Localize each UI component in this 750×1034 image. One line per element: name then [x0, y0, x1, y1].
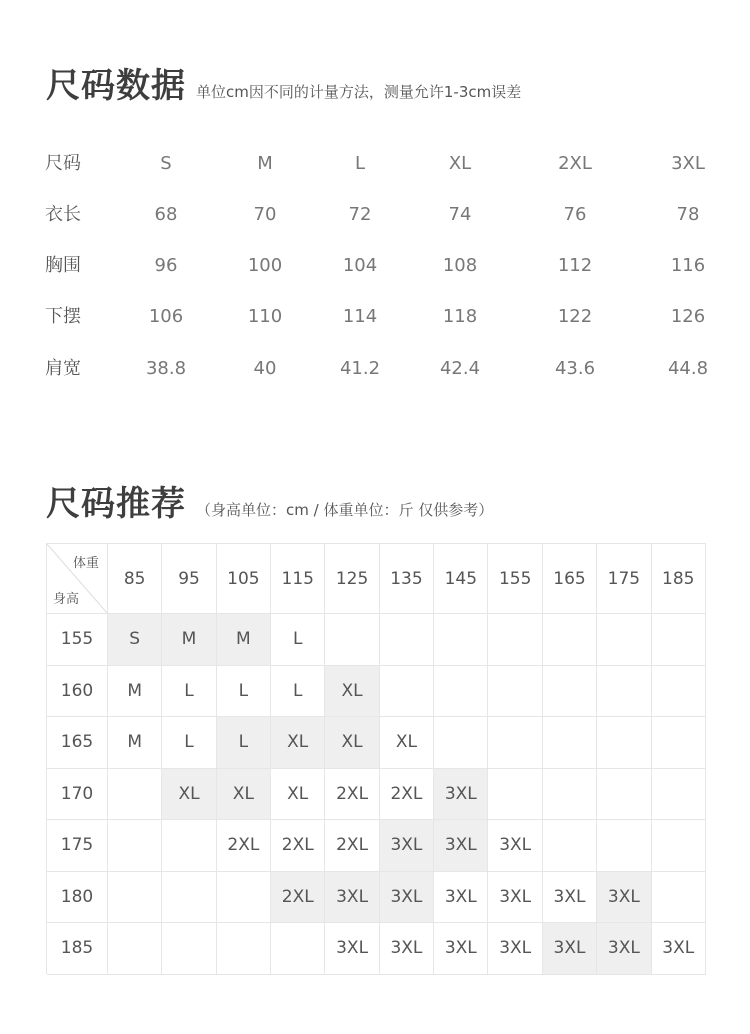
- size-data-cell: L: [354, 153, 366, 174]
- weight-header-cell: 165: [543, 544, 597, 614]
- size-recommend-cell: XL: [162, 769, 216, 821]
- size-recommend-cell: 3XL: [380, 923, 434, 975]
- size-data-cell: 118: [442, 306, 478, 327]
- size-recommend-cell: 3XL: [380, 872, 434, 924]
- size-data-cell: 108: [442, 255, 478, 276]
- size-data-cell: 3XL: [671, 153, 705, 174]
- height-header-cell: 180: [47, 872, 108, 924]
- size-recommend-cell: L: [271, 614, 325, 666]
- size-recommend-cell: 2XL: [271, 872, 325, 924]
- size-data-cell: 122: [557, 306, 593, 327]
- size-recommend-cell: M: [108, 666, 162, 718]
- size-recommend-cell: [162, 923, 216, 975]
- weight-header-cell: 135: [380, 544, 434, 614]
- height-header-cell: 165: [47, 717, 108, 769]
- size-recommend-cell: 3XL: [434, 872, 488, 924]
- size-data-cell: 2XL: [558, 153, 592, 174]
- size-recommend-cell: [488, 614, 542, 666]
- size-recommend-cell: XL: [325, 717, 379, 769]
- size-recommend-cell: L: [217, 717, 271, 769]
- weight-header-cell: 145: [434, 544, 488, 614]
- size-data-cell: 114: [342, 306, 378, 327]
- size-recommend-cell: [108, 923, 162, 975]
- size-recommend-cell: [108, 769, 162, 821]
- size-data-cell: M: [257, 153, 273, 174]
- size-data-cell: 68: [154, 204, 178, 225]
- size-recommend-cell: [488, 769, 542, 821]
- size-recommend-cell: XL: [325, 666, 379, 718]
- size-recommend-cell: [162, 872, 216, 924]
- size-recommend-cell: 3XL: [434, 769, 488, 821]
- size-recommend-cell: [217, 923, 271, 975]
- size-recommend-cell: S: [108, 614, 162, 666]
- size-data-cell: 44.8: [667, 358, 709, 379]
- size-data-cell: 76: [563, 204, 587, 225]
- size-data-cell: 116: [670, 255, 706, 276]
- size-data-cell: 78: [676, 204, 700, 225]
- size-recommend-cell: 3XL: [434, 923, 488, 975]
- size-recommend-cell: [325, 614, 379, 666]
- size-data-row-label: 肩宽: [45, 358, 81, 379]
- size-recommend-cell: [434, 614, 488, 666]
- height-header-cell: 160: [47, 666, 108, 718]
- size-recommend-cell: XL: [217, 769, 271, 821]
- size-recommend-cell: [488, 717, 542, 769]
- size-data-cell: XL: [448, 153, 472, 174]
- weight-header-cell: 85: [108, 544, 162, 614]
- size-recommend-cell: L: [217, 666, 271, 718]
- size-recommend-cell: [597, 820, 651, 872]
- size-recommend-cell: [434, 717, 488, 769]
- size-recommend-cell: [108, 820, 162, 872]
- size-recommend-cell: [108, 872, 162, 924]
- size-recommend-cell: 2XL: [271, 820, 325, 872]
- size-recommend-cell: 2XL: [380, 769, 434, 821]
- size-recommend-cell: [652, 666, 706, 718]
- height-row: [47, 769, 706, 821]
- size-recommend-cell: [380, 614, 434, 666]
- size-data-cell: 112: [557, 255, 593, 276]
- height-row: [47, 923, 706, 975]
- size-recommend-cell: 3XL: [325, 923, 379, 975]
- weight-axis-label: 体重: [72, 556, 99, 571]
- height-header-cell: 185: [47, 923, 108, 975]
- size-recommend-cell: [543, 717, 597, 769]
- size-data-cell: 104: [342, 255, 378, 276]
- size-recommend-cell: XL: [380, 717, 434, 769]
- size-recommend-cell: [162, 820, 216, 872]
- size-data-cell: 40: [253, 358, 277, 379]
- size-data-row: [0, 251, 750, 281]
- size-recommend-cell: [543, 769, 597, 821]
- size-data-cell: 42.4: [439, 358, 481, 379]
- size-recommend-cell: [597, 614, 651, 666]
- size-recommend-cell: XL: [271, 717, 325, 769]
- size-recommend-cell: 2XL: [325, 820, 379, 872]
- size-recommend-cell: 3XL: [380, 820, 434, 872]
- height-row: [47, 820, 706, 872]
- size-recommend-cell: 3XL: [597, 923, 651, 975]
- height-row: [47, 872, 706, 924]
- size-recommend-cell: [652, 872, 706, 924]
- size-recommend-cell: 3XL: [325, 872, 379, 924]
- weight-header-cell: 125: [325, 544, 379, 614]
- size-recommend-cell: L: [271, 666, 325, 718]
- size-recommend-cell: M: [108, 717, 162, 769]
- size-recommend-cell: [597, 769, 651, 821]
- size-recommend-cell: [597, 717, 651, 769]
- size-recommend-cell: M: [162, 614, 216, 666]
- size-recommend-grid: [46, 543, 706, 974]
- size-recommend-cell: [543, 614, 597, 666]
- size-recommend-cell: [434, 666, 488, 718]
- size-data-cell: 41.2: [339, 358, 381, 379]
- size-data-cell: 110: [247, 306, 283, 327]
- size-recommend-cell: [652, 717, 706, 769]
- size-recommend-cell: 3XL: [434, 820, 488, 872]
- size-recommend-cell: [271, 923, 325, 975]
- size-recommend-cell: 3XL: [543, 872, 597, 924]
- corner-header-cell: [47, 544, 108, 614]
- size-recommend-cell: [217, 872, 271, 924]
- size-data-row-label: 胸围: [45, 255, 81, 276]
- size-recommend-cell: [597, 666, 651, 718]
- size-data-cell: S: [160, 153, 172, 174]
- size-data-row: [0, 149, 750, 179]
- weight-header-cell: 155: [488, 544, 542, 614]
- size-data-row-label: 尺码: [45, 153, 81, 174]
- size-data-title: 尺码数据: [46, 66, 186, 106]
- size-recommend-cell: L: [162, 717, 216, 769]
- size-recommend-header: [46, 476, 493, 525]
- size-recommend-subtitle: （身高单位：cm / 体重单位：斤 仅供参考）: [196, 501, 494, 519]
- size-data-row-label: 衣长: [45, 204, 81, 225]
- size-recommend-cell: 2XL: [325, 769, 379, 821]
- size-recommend-cell: 2XL: [217, 820, 271, 872]
- size-recommend-cell: XL: [271, 769, 325, 821]
- size-recommend-cell: L: [162, 666, 216, 718]
- height-header-cell: 170: [47, 769, 108, 821]
- size-recommend-title: 尺码推荐: [46, 484, 186, 524]
- size-data-row: [0, 302, 750, 332]
- size-recommend-cell: [543, 820, 597, 872]
- size-recommend-cell: 3XL: [488, 923, 542, 975]
- size-data-header: [46, 58, 521, 107]
- size-recommend-cell: 3XL: [543, 923, 597, 975]
- size-data-cell: 74: [448, 204, 472, 225]
- height-header-cell: 155: [47, 614, 108, 666]
- weight-header-cell: 115: [271, 544, 325, 614]
- size-data-cell: 38.8: [145, 358, 187, 379]
- size-recommend-cell: 3XL: [488, 820, 542, 872]
- weight-header-row: [47, 544, 706, 614]
- weight-header-cell: 105: [217, 544, 271, 614]
- height-header-cell: 175: [47, 820, 108, 872]
- size-recommend-cell: 3XL: [488, 872, 542, 924]
- size-recommend-cell: 3XL: [652, 923, 706, 975]
- weight-header-cell: 95: [162, 544, 216, 614]
- size-recommend-cell: [488, 666, 542, 718]
- size-data-cell: 126: [670, 306, 706, 327]
- height-row: [47, 666, 706, 718]
- size-data-row-label: 下摆: [45, 306, 81, 327]
- size-recommend-cell: [652, 820, 706, 872]
- size-recommend-cell: [652, 769, 706, 821]
- size-data-cell: 106: [148, 306, 184, 327]
- weight-header-cell: 175: [597, 544, 651, 614]
- height-axis-label: 身高: [53, 592, 80, 607]
- size-data-row: [0, 200, 750, 230]
- weight-header-cell: 185: [652, 544, 706, 614]
- size-recommend-cell: M: [217, 614, 271, 666]
- size-data-cell: 43.6: [554, 358, 596, 379]
- size-data-subtitle: 单位cm因不同的计量方法，测量允许1-3cm误差: [196, 83, 522, 101]
- size-data-cell: 72: [348, 204, 372, 225]
- size-recommend-cell: [652, 614, 706, 666]
- size-data-cell: 70: [253, 204, 277, 225]
- size-recommend-cell: [543, 666, 597, 718]
- height-row: [47, 717, 706, 769]
- size-data-cell: 100: [247, 255, 283, 276]
- size-recommend-cell: 3XL: [597, 872, 651, 924]
- height-row: [47, 614, 706, 666]
- size-recommend-cell: [380, 666, 434, 718]
- size-data-cell: 96: [154, 255, 178, 276]
- size-data-row: [0, 354, 750, 384]
